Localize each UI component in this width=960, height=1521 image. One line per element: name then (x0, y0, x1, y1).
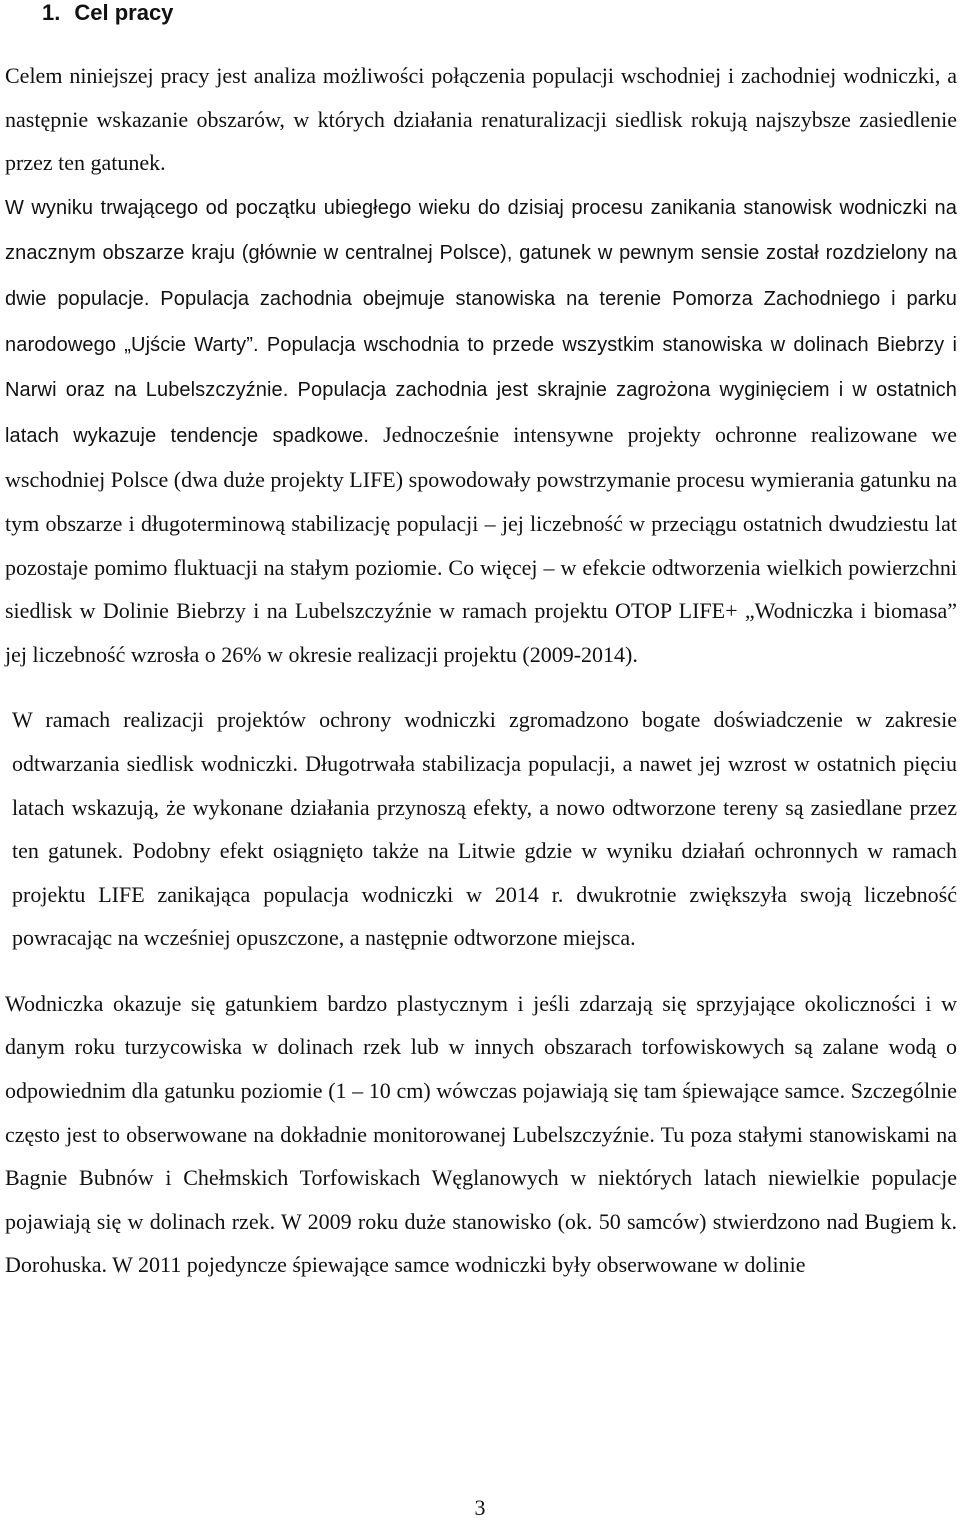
paragraph-plasticity: Wodniczka okazuje się gatunkiem bardzo plastycznym i jeśli zdarzają się sprzyjające okoliczności i w danym roku turzycowiska w dolinach rzek lub w innych obszarach torfowiskowych są zalane wodą o odpowiednim dla gatunku poziomie (1 – 10 cm) wówczas pojawiają się tam śpiewające samce. Szczególnie często jest to obserwowane na dokładnie monitorowanej Lubelszczyźnie. Tu poza stałymi stanowiskami na Bagnie Bubnów i Chełmskich Torfowiskach Węglanowych w niektórych latach niewielkie populacje pojawiają się w dolinach rzek. W 2009 roku duże stanowisko (ok. 50 samców) stwierdzono nad Bugiem k. Dorohuska. W 2011 pojedyncze śpiewające samce wodniczki były obserwowane w dolinie (5, 990, 957, 1278)
paragraph-experience: W ramach realizacji projektów ochrony wodniczki zgromadzono bogate doświadczenie w zakresie odtwarzania siedlisk wodniczki. Długotrwała stabilizacja populacji, a nawet jej wzrost w ostatnich pięciu latach wskazują, że wykonane działania przynoszą efekty, a nowo odtworzone tereny są zasiedlane przez ten gatunek. Podobny efekt osiągnięto także na Litwie gdzie w wyniku działań ochronnych w ramach projektu LIFE zanikająca populacja wodniczki w 2014 r. dwukrotnie zwiększyła swoją liczebność powracając na wcześniej opuszczone, a następnie odtworzone miejsca. (12, 707, 957, 951)
paragraph-spacer (5, 676, 957, 698)
section-title: Cel pracy (74, 0, 174, 25)
page-number: 3 (474, 1495, 486, 1520)
paragraph-populations-serif-part: Jednocześnie intensywne projekty ochronne realizowane we wschodniej Polsce (dwa duże projekty LIFE) spowodowały powstrzymanie procesu wymierania gatunku na tym obszarze i długoterminową stabilizację populacji – jej liczebność w przeciągu ostatnich dwudziestu lat pozostaje pomimo fluktuacji na stałym poziomie. Co więcej – w efekcie odtworzenia wielkich powierzchni siedlisk w Dolinie Biebrzy i na Lubelszczyźnie w ramach projektu OTOP LIFE+ „Wodniczka i biomasa” jej liczebność wzrosła o 26% w okresie realizacji projektu (2009-2014). (5, 421, 957, 667)
paragraph-aim: Celem niniejszej pracy jest analiza możliwości połączenia populacji wschodniej i zachodniej wodniczki, a następnie wskazanie obszarów, w których działania renaturalizacji siedlisk rokują najszybsze zasiedlenie przez ten gatunek. (5, 63, 957, 176)
section-heading (42, 0, 173, 26)
paragraph-spacer (5, 960, 957, 982)
paragraph-populations (5, 185, 957, 677)
section-number: 1. (42, 0, 61, 25)
paragraph-populations-sans-part: W wyniku trwającego od początku ubiegłego wieku do dzisiaj procesu zanikania stanowisk wodniczki na znacznym obszarze kraju (głównie w centralnej Polsce), gatunek w pewnym sensie został rozdzielony na dwie populacje. Populacja zachodnia obejmuje stanowiska na terenie Pomorza Zachodniego i parku narodowego „Ujście Warty”. Populacja wschodnia to przede wszystkim stanowiska w dolinach Biebrzy i Narwi oraz na Lubelszczyźnie. Populacja zachodnia jest skrajnie zagrożona wyginięciem i w ostatnich latach wykazuje tendencje spadkowe. (5, 196, 957, 447)
body-text (5, 54, 957, 1287)
